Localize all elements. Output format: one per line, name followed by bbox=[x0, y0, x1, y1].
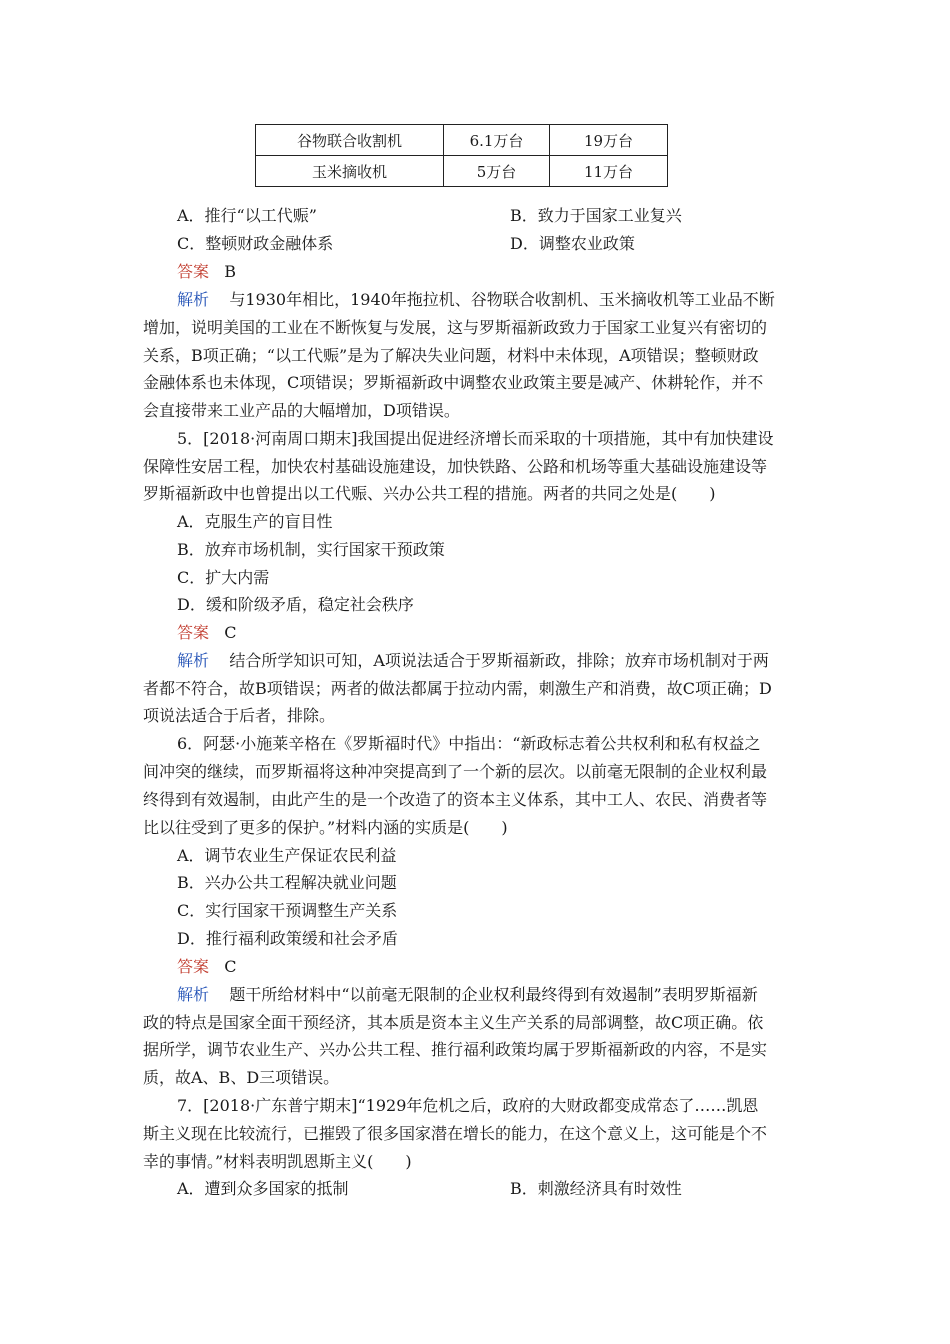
q7-stem: 斯主义现在比较流行，已摧毁了很多国家潜在增长的能力，在这个意义上，这可能是个不 bbox=[143, 1124, 768, 1143]
table-cell: 谷物联合收割机 bbox=[256, 125, 444, 156]
table-cell: 玉米摘收机 bbox=[256, 156, 444, 187]
q6-option-c: C．实行国家干预调整生产关系 bbox=[177, 901, 398, 920]
q6-answer-line bbox=[177, 957, 237, 977]
q5-stem: 罗斯福新政中也曾提出以工代赈、兴办公共工程的措施。两者的共同之处是( ) bbox=[143, 484, 716, 503]
q5-option-d: D．缓和阶级矛盾，稳定社会秩序 bbox=[177, 595, 414, 614]
q4-option-a: A．推行“以工代赈” bbox=[177, 206, 317, 225]
q5-option-b: B．放弃市场机制，实行国家干预政策 bbox=[177, 540, 445, 559]
machinery-table bbox=[255, 124, 668, 187]
table-row bbox=[256, 156, 668, 187]
q7-option-b: B．刺激经济具有时效性 bbox=[510, 1179, 682, 1198]
q5-option-a: A．克服生产的盲目性 bbox=[177, 512, 333, 531]
q4-option-c: C．整顿财政金融体系 bbox=[177, 234, 334, 253]
analysis-text: 结合所学知识可知，A项说法适合于罗斯福新政，排除；放弃市场机制对于两 bbox=[229, 651, 769, 670]
table-cell: 6.1万台 bbox=[444, 125, 550, 156]
q5-option-c: C．扩大内需 bbox=[177, 568, 270, 587]
q6-option-b: B．兴办公共工程解决就业问题 bbox=[177, 873, 397, 892]
q6-stem: 终得到有效遏制，由此产生的是一个改造了的资本主义体系，其中工人、农民、消费者等 bbox=[143, 790, 768, 809]
answer-label: 答案 bbox=[177, 262, 210, 281]
analysis-label: 解析 bbox=[177, 985, 210, 1004]
analysis-text: 据所学，调节农业生产、兴办公共工程、推行福利政策均属于罗斯福新政的内容，不是实 bbox=[143, 1040, 768, 1059]
analysis-text: 增加，说明美国的工业在不断恢复与发展，这与罗斯福新政致力于国家工业复兴有密切的 bbox=[143, 318, 768, 337]
analysis-text: 与1930年相比，1940年拖拉机、谷物联合收割机、玉米摘收机等工业品不断 bbox=[229, 290, 775, 309]
q7-stem: 幸的事情。”材料表明凯恩斯主义( ) bbox=[143, 1152, 412, 1171]
analysis-text: 会直接带来工业产品的大幅增加，D项错误。 bbox=[143, 401, 460, 420]
answer-value: C bbox=[224, 957, 237, 976]
analysis-label: 解析 bbox=[177, 290, 210, 309]
table-row bbox=[256, 125, 668, 156]
q5-stem: 保障性安居工程，加快农村基础设施建设，加快铁路、公路和机场等重大基础设施建设等 bbox=[143, 457, 768, 476]
analysis-text: 质，故A、B、D三项错误。 bbox=[143, 1068, 340, 1087]
answer-value: C bbox=[224, 623, 237, 642]
analysis-text: 者都不符合，故B项错误；两者的做法都属于拉动内需，刺激生产和消费，故C项正确；D bbox=[143, 679, 772, 698]
table-cell: 19万台 bbox=[550, 125, 668, 156]
q6-option-d: D．推行福利政策缓和社会矛盾 bbox=[177, 929, 398, 948]
analysis-text: 题干所给材料中“以前毫无限制的企业权利最终得到有效遏制”表明罗斯福新 bbox=[229, 985, 758, 1004]
q7-stem: 7．[2018·广东普宁期末]“1929年危机之后，政府的大财政都变成常态了……凯恩 bbox=[177, 1096, 759, 1115]
table-cell: 5万台 bbox=[444, 156, 550, 187]
q4-answer-line bbox=[177, 262, 236, 282]
analysis-label: 解析 bbox=[177, 651, 210, 670]
q6-stem: 6．阿瑟·小施莱辛格在《罗斯福时代》中指出：“新政标志着公共权利和私有权益之 bbox=[177, 734, 761, 753]
analysis-text: 项说法适合于后者，排除。 bbox=[143, 706, 336, 725]
answer-label: 答案 bbox=[177, 957, 210, 976]
q4-option-d: D．调整农业政策 bbox=[510, 234, 635, 253]
table-cell: 11万台 bbox=[550, 156, 668, 187]
q7-option-a: A．遭到众多国家的抵制 bbox=[177, 1179, 349, 1198]
answer-value: B bbox=[224, 262, 237, 281]
answer-label: 答案 bbox=[177, 623, 210, 642]
q6-stem: 比以往受到了更多的保护。”材料内涵的实质是( ) bbox=[143, 818, 508, 837]
analysis-text: 金融体系也未体现，C项错误；罗斯福新政中调整农业政策主要是减产、休耕轮作，并不 bbox=[143, 373, 764, 392]
q4-analysis-line bbox=[177, 290, 775, 310]
q6-option-a: A．调节农业生产保证农民利益 bbox=[177, 846, 397, 865]
q5-answer-line bbox=[177, 623, 237, 643]
q5-stem: 5．[2018·河南周口期末]我国提出促进经济增长而采取的十项措施，其中有加快建设 bbox=[177, 429, 774, 448]
q6-stem: 间冲突的继续，而罗斯福将这种冲突提高到了一个新的层次。以前毫无限制的企业权利最 bbox=[143, 762, 768, 781]
q5-analysis-line bbox=[177, 651, 769, 671]
q6-analysis-line bbox=[177, 985, 758, 1005]
analysis-text: 关系，B项正确；“以工代赈”是为了解决失业问题，材料中未体现，A项错误；整顿财政 bbox=[143, 346, 759, 365]
q4-option-b: B．致力于国家工业复兴 bbox=[510, 206, 682, 225]
analysis-text: 政的特点是国家全面干预经济，其本质是资本主义生产关系的局部调整，故C项正确。依 bbox=[143, 1013, 764, 1032]
